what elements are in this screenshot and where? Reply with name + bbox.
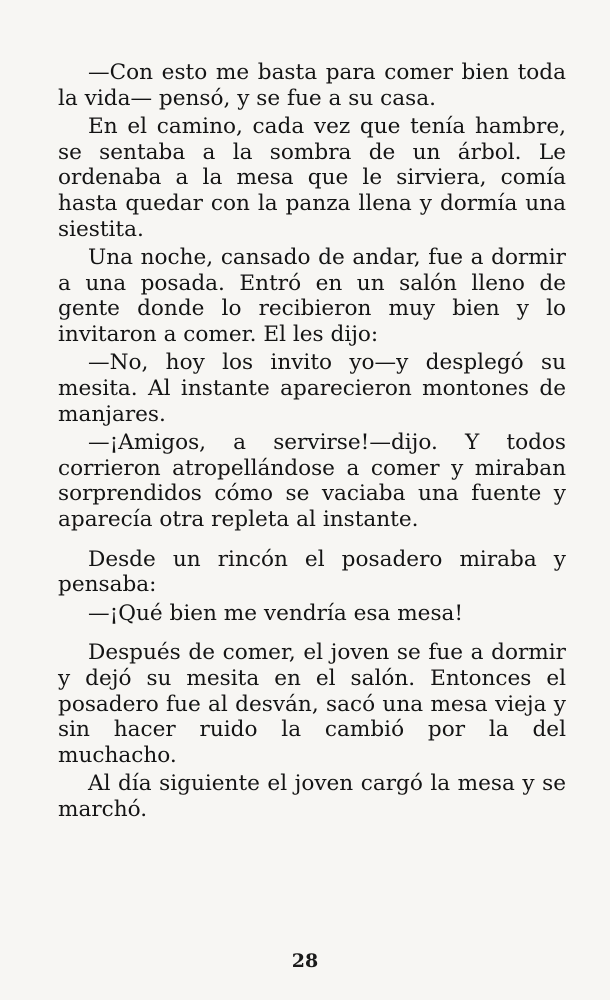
paragraph-4: —No, hoy los invito yo—y desplegó su mesita. Al instante aparecieron montones de manjares.	[58, 350, 566, 427]
paragraph-5: —¡Amigos, a servirse!—dijo. Y todos corrieron atropellándose a comer y miraban sorprendidos cómo se vaciaba una fuente y aparecía otra repleta al instante.	[58, 429, 566, 532]
paragraph-2: En el camino, cada vez que tenía hambre, se sentaba a la sombra de un árbol. Le ordenaba a la mesa que le sirviera, comía hasta quedar con la panza llena y dormía una siestita.	[58, 113, 566, 242]
paragraph-3: Una noche, cansado de andar, fue a dormir a una posada. Entró en un salón lleno de gente donde lo recibieron muy bien y lo invitaron a comer. El les dijo:	[58, 244, 566, 348]
paragraph-8: Después de comer, el joven se fue a dormir y dejó su mesita en el salón. Entonces el posadero fue al desván, sacó una mesa vieja y sin hacer ruido la cambió por la del muchacho.	[58, 640, 566, 769]
paragraph-9: Al día siguiente el joven cargó la mesa y se marchó.	[58, 771, 566, 822]
page-number: 28	[291, 950, 319, 972]
paragraph-7: —¡Qué bien me vendría esa mesa!	[88, 600, 464, 626]
paragraph-6: Desde un rincón el posadero miraba y pensaba:	[58, 546, 566, 598]
story-text	[58, 60, 566, 825]
paragraph-1: —Con esto me basta para comer bien toda la vida— pensó, y se fue a su casa.	[58, 60, 566, 111]
